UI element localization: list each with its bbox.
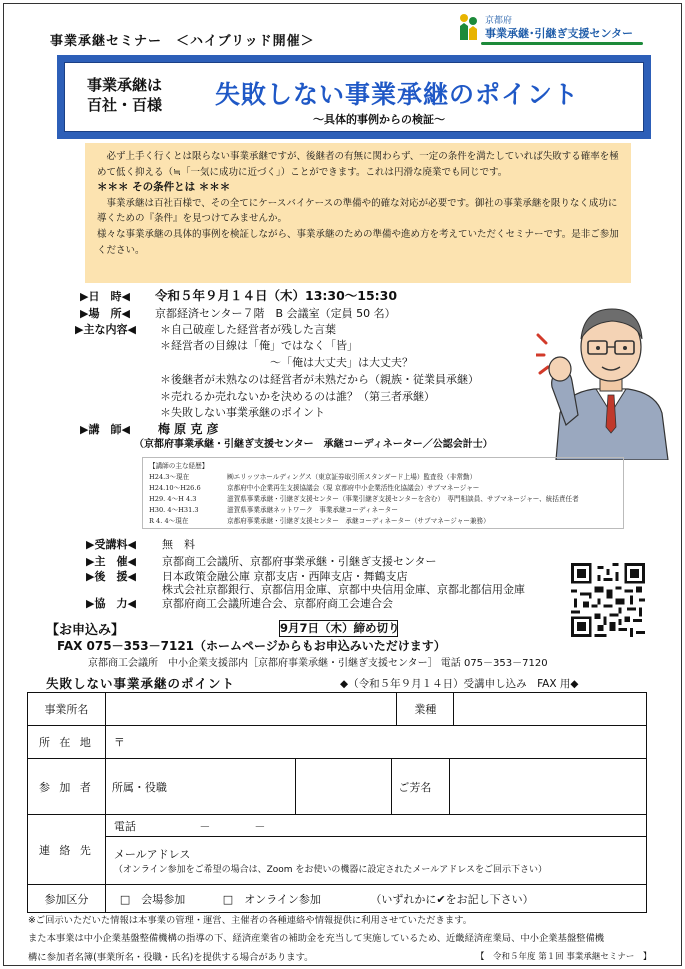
address-label: 所 在 地 [28, 726, 106, 759]
contact-label: 連 絡 先 [28, 815, 106, 885]
support-label: ▶後 援◀ [86, 570, 136, 583]
businessman-illustration [536, 295, 674, 460]
career-text: 滋賀県事業承継ネットワーク 事業承継コーディネーター [227, 506, 398, 514]
lecturer-label: ▶講 師◀ [80, 423, 130, 436]
career-text: 京都府事業承継・引継ぎ支援センター 承継コーディネーター（サブマネージャー兼務） [227, 517, 490, 525]
office-label: 事業所名 [28, 693, 106, 726]
option-onsite[interactable]: □ 会場参加 [119, 892, 186, 906]
content-item: ～「俺は大丈夫」は大丈夫？ [270, 356, 413, 369]
position-label: 所属・役職 [111, 780, 167, 794]
participant-cell [105, 759, 646, 815]
application-form [27, 692, 647, 913]
office-field[interactable] [105, 693, 396, 726]
career-date: H29. 4～H 4.3 [149, 495, 197, 503]
position-field-extra[interactable] [296, 759, 392, 814]
industry-label: 業種 [397, 693, 454, 726]
footer-tag: 【 令和５年度 第１回 事業承継セミナー 】 [476, 952, 652, 962]
career-row [149, 505, 617, 516]
title-left-line1: 事業承継は [87, 76, 163, 94]
address-field[interactable]: 〒 [105, 726, 646, 759]
category-label: 参加区分 [28, 885, 106, 913]
content-label: ▶主な内容◀ [75, 323, 136, 336]
option-note: （いずれかに✔をお記し下さい） [370, 892, 534, 906]
coop-label: ▶協 力◀ [86, 597, 136, 610]
coop-value: 京都府商工会議所連合会、京都府商工会連合会 [162, 597, 393, 610]
category-field [105, 885, 646, 913]
intro-condition-heading: ＊＊＊ その条件とは ＊＊＊ [97, 181, 231, 194]
logo-pref: 京都府 [485, 16, 513, 26]
career-text: ㈱エリッツホールディングス（東京証券取引所スタンダード上場）監査役（非常勤） [227, 473, 477, 481]
contact-info: 京都商工会議所 中小企業支援部内［京都府事業承継・引継ぎ支援センター］ 電話 075－353－7120 [88, 658, 548, 669]
option-online[interactable]: □ オンライン参加 [222, 892, 321, 906]
content-item: ＊後継者が未熟なのは経営者が未熟だから（親族・従業員承継） [160, 373, 479, 386]
logo-icon [455, 12, 481, 42]
content-item: ＊失敗しない事業承継のポイント [160, 406, 325, 419]
logo-swoosh [481, 42, 643, 45]
phone-separator: － － [199, 819, 266, 833]
career-row [149, 472, 617, 483]
content-item: ＊経営者の目線は「俺」ではなく「皆」 [160, 339, 358, 352]
host-value: 京都商工会議所、京都府事業承継・引継ぎ支援センター [162, 555, 437, 568]
career-text: 京都府中小企業再生支援協議会（現 京都府中小企業活性化協議会）サブマネージャー [227, 484, 480, 492]
content-item: ＊売れるか売れないかを決めるのは誰？（第三者承継） [160, 390, 435, 403]
footer-line-3: 構に参加者名簿(事業所名・役職・氏名)を提供する場合があります。 [28, 952, 314, 963]
title-left-line2: 百社・百様 [87, 96, 163, 114]
career-row [149, 516, 617, 527]
footer-line-2: また本事業は中小企業基盤整備機構の指導の下、経済産業省の補助金を充当して実施しているため、近畿経済産業局、中小企業基盤整備機 [28, 933, 605, 944]
intro-paragraph-1: 必ず上手く行くとは限らない事業承継ですが、後継者の有無に関わらず、一定の条件を満たしていれば失敗する確率を極めて低く抑える（≒「一気に成功に近づく」）ことができます。これは円滑な廃業でも同じです。 [97, 151, 619, 178]
page-title: 失敗しない事業承継のポイント [215, 80, 580, 109]
career-date: H30. 4～H31.3 [149, 506, 199, 514]
phone-field[interactable] [105, 815, 646, 837]
apply-heading: 【お申込み】 [46, 623, 125, 638]
career-row [149, 494, 617, 505]
support-value-1: 日本政策金融公庫 京都支店・西陣支店・舞鶴支店 [162, 570, 408, 583]
footer-line-1: ※ご回示いただいた情報は本事業の管理・運営、主催者の各種連絡や情報提供に利用させていただきます。 [28, 915, 472, 926]
title-banner-inner [64, 62, 644, 132]
support-value-2: 株式会社京都銀行、京都信用金庫、京都中央信用金庫、京都北都信用金庫 [162, 583, 525, 596]
fee-value: 無 料 [162, 538, 195, 551]
career-row [149, 483, 617, 494]
deadline-box: 9月7日（木）締め切り [280, 621, 400, 635]
career-text: 滋賀県事業承継・引継ぎ支援センター（事業引継ぎ支援センターを含む） 専門相談員、サブマネージャー、統括責任者 [227, 495, 579, 503]
phone-label: 電話 [113, 819, 136, 833]
qr-code[interactable] [571, 563, 645, 637]
place-label: ▶場 所◀ [80, 307, 130, 320]
date-label: ▶日 時◀ [80, 290, 130, 303]
form-title: 失敗しない事業承継のポイント [46, 676, 236, 691]
career-date: H24.10～H26.6 [149, 484, 201, 492]
intro-paragraph-3: 様々な事業承継の具体的事例を検証しながら、事業承継のための準備や進め方を考えていただくセミナーです。是非ご参加ください。 [97, 228, 619, 256]
logo-name: 事業承継･引継ぎ支援センター [485, 27, 634, 40]
lecturer-name: 梅 原 克 彦 [158, 422, 219, 436]
page-subtitle: ～具体的事例からの検証～ [313, 113, 445, 126]
industry-field[interactable] [454, 693, 647, 726]
career-box [142, 457, 624, 529]
title-left [87, 75, 162, 115]
content-item: ＊自己破産した経営者が残した言葉 [160, 323, 336, 336]
intro-paragraph-2: 事業承継は百社百様で、その全てにケースバイケースの準備や的確な対応が必要です。御社の事業承継を限りなく成功に導くための『条件』を見つけてみませんか。 [97, 197, 618, 225]
participant-label: 参 加 者 [28, 759, 106, 815]
fee-label: ▶受講料◀ [86, 538, 136, 551]
career-heading: 【講師の主な経歴】 [149, 462, 209, 470]
email-field[interactable] [105, 837, 646, 885]
form-subtitle: ◆（令和５年９月１４日）受講申し込み FAX 用◆ [340, 678, 579, 690]
title-banner [57, 55, 651, 139]
position-field[interactable] [106, 759, 296, 814]
email-note: （オンライン参加をご希望の場合は、Zoom をお使いの機器に設定されたメールアドレスをご回示下さい） [113, 865, 547, 875]
place-value: 京都経済センター７階 B 会議室（定員 50 名） [155, 307, 396, 320]
name-field[interactable] [450, 759, 646, 814]
career-date: R 4. 4～現在 [149, 517, 189, 525]
fax-number: FAX 075－353－7121（ホームページからもお申込みいただけます） [57, 639, 446, 653]
intro-box [85, 143, 631, 283]
center-logo [455, 12, 655, 46]
host-label: ▶主 催◀ [86, 555, 136, 568]
email-label: メールアドレス [113, 848, 191, 861]
date-value: 令和５年９月１４日（木）13:30～15:30 [155, 288, 398, 303]
name-label: ご芳名 [392, 759, 450, 814]
seminar-tag: 事業承継セミナー ＜ハイブリッド開催＞ [50, 34, 315, 49]
lecturer-title: （京都府事業承継・引継ぎ支援センター 承継コーディネーター／公認会計士） [134, 439, 493, 450]
career-date: H24.3～現在 [149, 473, 190, 481]
